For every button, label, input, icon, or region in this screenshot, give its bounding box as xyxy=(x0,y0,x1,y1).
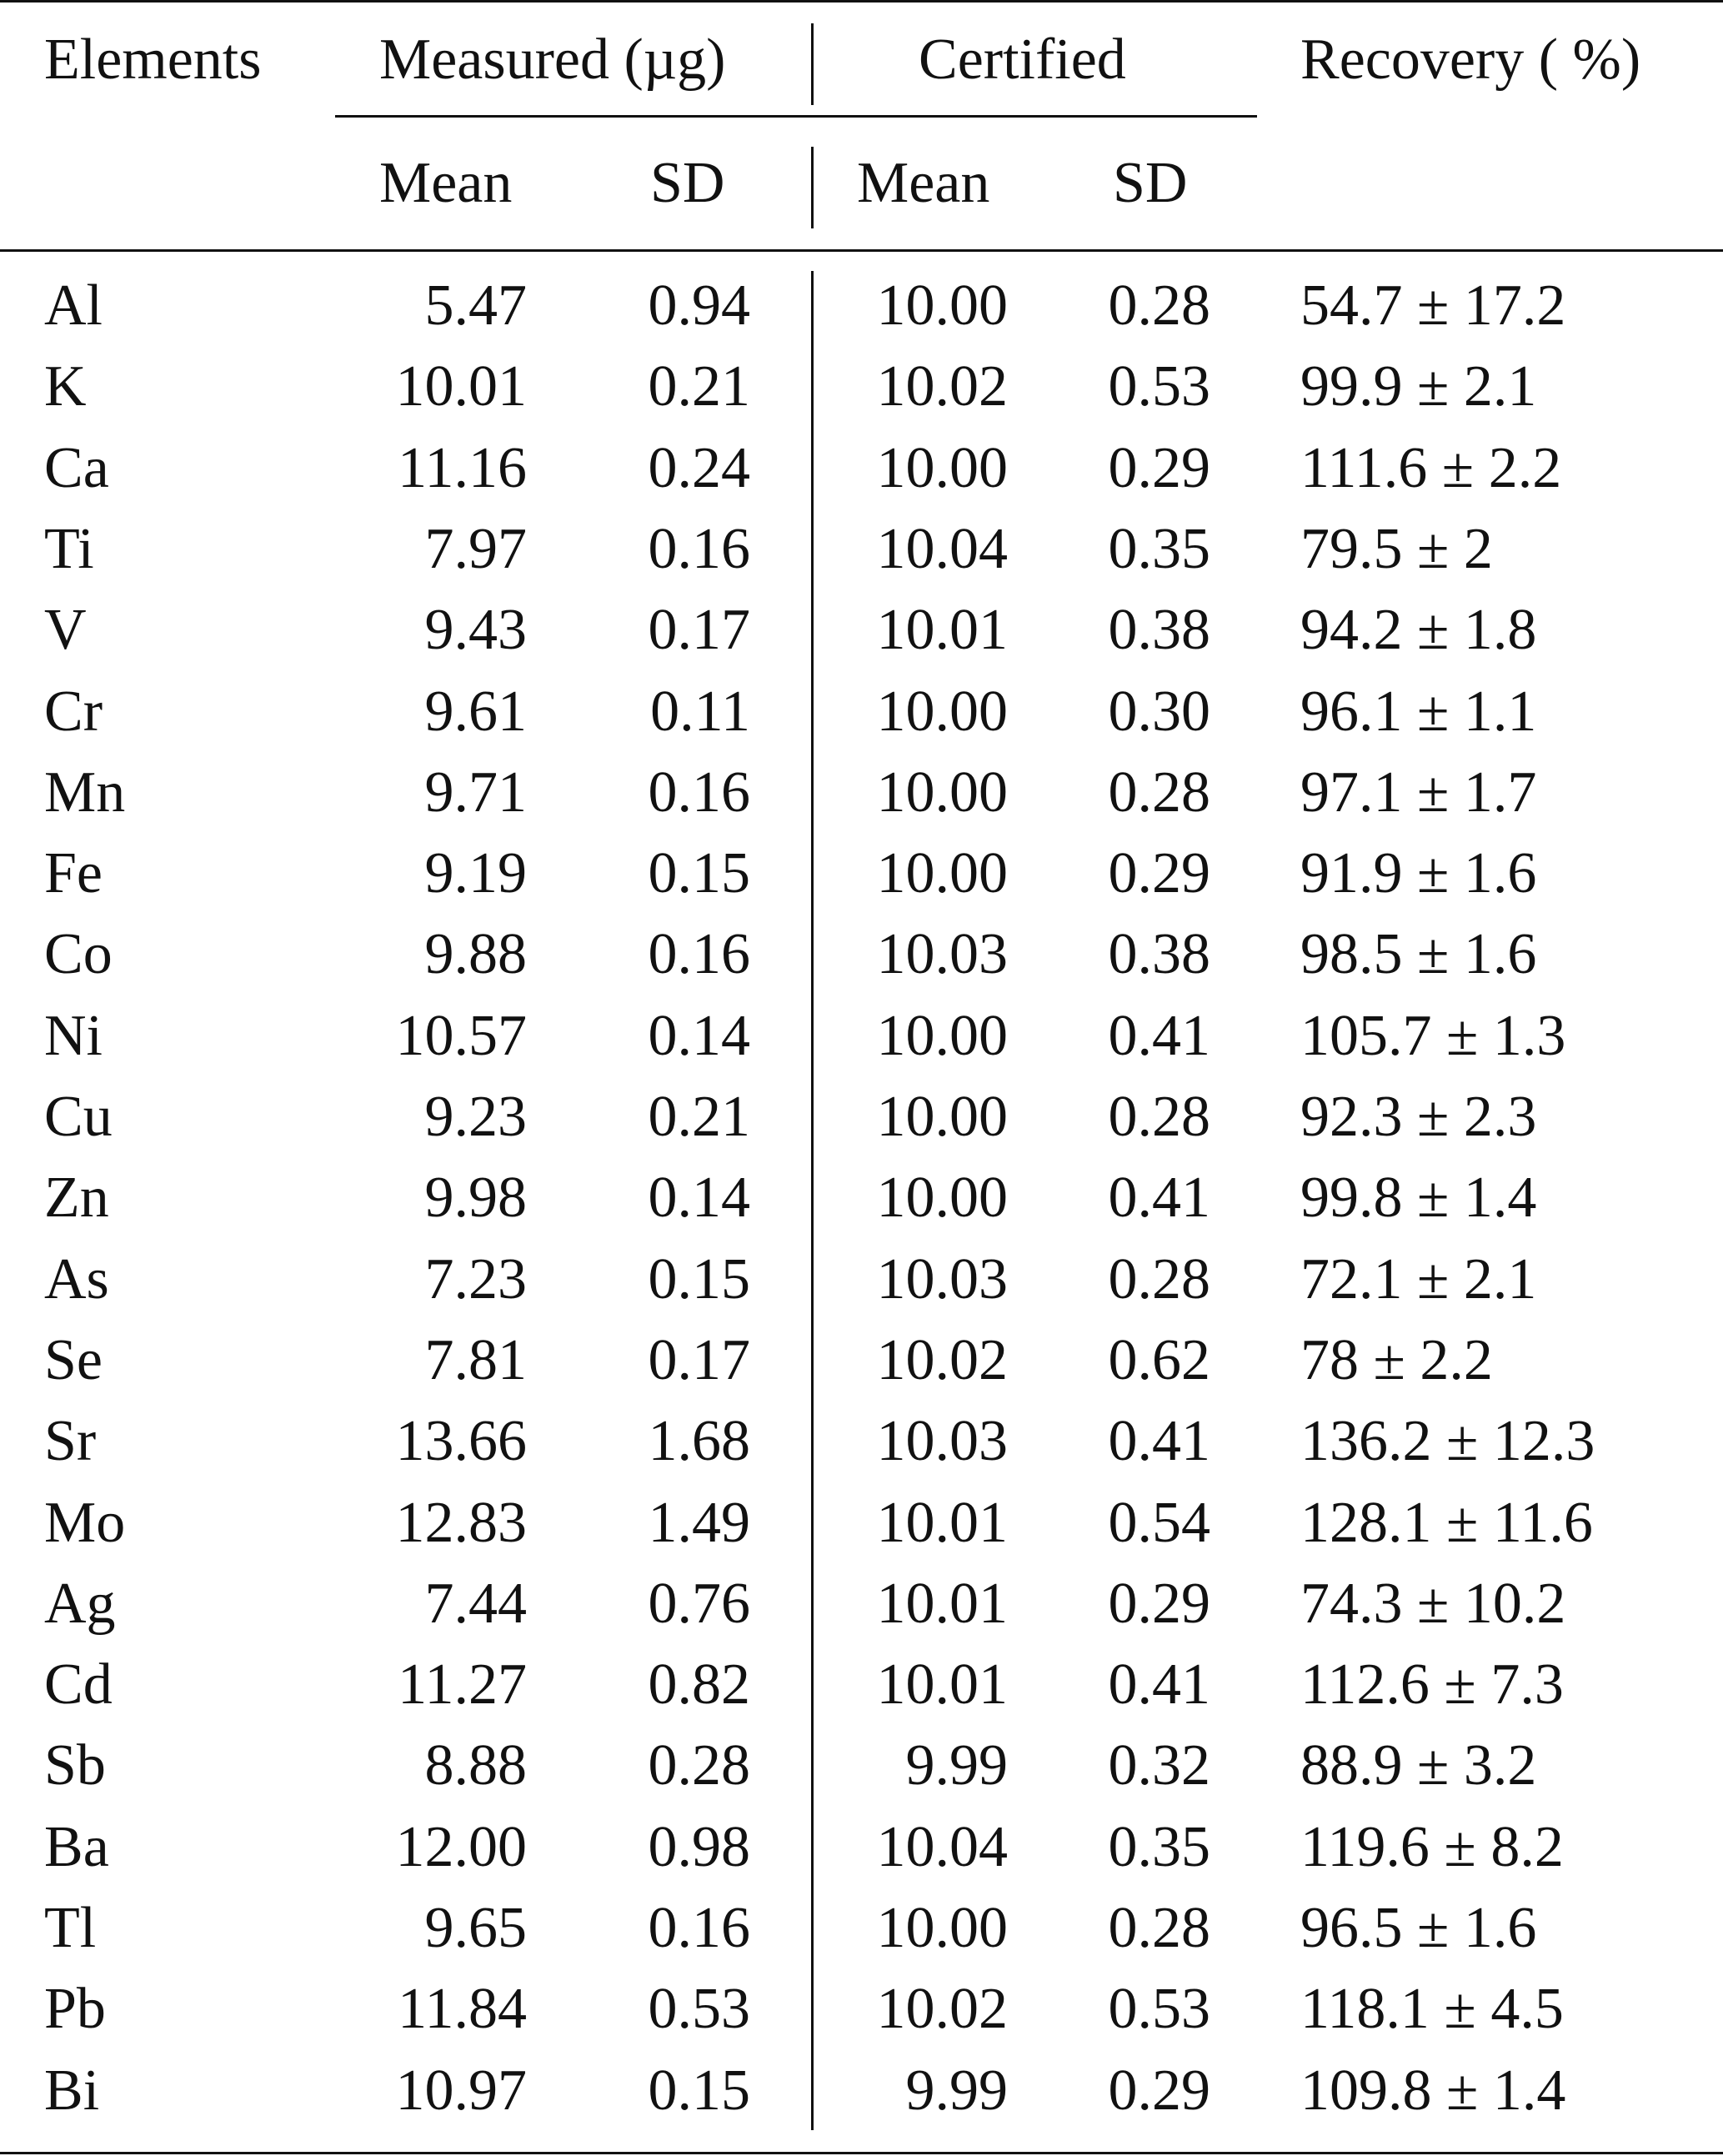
certified-mean-cell: 10.01 xyxy=(876,1652,1008,1717)
measured-mean-cell: 9.98 xyxy=(424,1166,527,1231)
measured-mean-cell: 7.44 xyxy=(424,1571,527,1636)
table-row xyxy=(0,598,1723,682)
recovery-cell: 54.7 ± 17.2 xyxy=(1300,273,1566,338)
measured-sd-cell: 0.17 xyxy=(648,598,750,663)
recovery-cell: 112.6 ± 7.3 xyxy=(1300,1652,1564,1717)
element-cell: As xyxy=(44,1246,109,1311)
recovery-cell: 119.6 ± 8.2 xyxy=(1300,1814,1564,1879)
certified-mean-cell: 10.03 xyxy=(876,1409,1008,1474)
element-cell: Sr xyxy=(44,1409,97,1474)
element-cell: Bi xyxy=(44,2058,100,2123)
certified-mean-cell: 10.04 xyxy=(876,516,1008,581)
measured-mean-cell: 9.71 xyxy=(424,760,527,825)
element-cell: Ca xyxy=(44,435,109,500)
recovery-cell: 94.2 ± 1.8 xyxy=(1300,598,1537,663)
measured-sd-cell: 0.15 xyxy=(648,1246,750,1311)
recovery-cell: 96.1 ± 1.1 xyxy=(1300,679,1537,744)
table-row xyxy=(0,1490,1723,1575)
measured-mean-cell: 13.66 xyxy=(395,1409,527,1474)
element-cell: Fe xyxy=(44,841,103,906)
measured-sd-cell: 0.14 xyxy=(648,1166,750,1231)
certified-mean-cell: 10.00 xyxy=(876,435,1008,500)
element-cell: Ba xyxy=(44,1814,109,1879)
recovery-cell: 109.8 ± 1.4 xyxy=(1300,2058,1566,2123)
element-cell: Sb xyxy=(44,1733,106,1798)
group-rule xyxy=(335,115,1257,118)
subheader-divider xyxy=(811,147,814,228)
measured-sd-cell: 0.15 xyxy=(648,841,750,906)
certified-sd-cell: 0.28 xyxy=(1108,1896,1210,1960)
table-row xyxy=(0,354,1723,439)
certified-sd-cell: 0.28 xyxy=(1108,760,1210,825)
certified-sd-cell: 0.62 xyxy=(1108,1327,1210,1392)
element-cell: Cd xyxy=(44,1652,113,1717)
table-row xyxy=(0,2058,1723,2143)
recovery-cell: 105.7 ± 1.3 xyxy=(1300,1003,1566,1068)
certified-sd-cell: 0.41 xyxy=(1108,1166,1210,1231)
measured-sd-cell: 0.16 xyxy=(648,516,750,581)
certified-mean-cell: 10.02 xyxy=(876,354,1008,419)
certified-sd-cell: 0.38 xyxy=(1108,598,1210,663)
certified-sd-cell: 0.35 xyxy=(1108,1814,1210,1879)
measured-mean-cell: 5.47 xyxy=(424,273,527,338)
certified-mean-cell: 10.00 xyxy=(876,1166,1008,1231)
measured-mean-cell: 10.57 xyxy=(395,1003,527,1068)
subheader-certified-sd: SD xyxy=(1113,151,1188,215)
certified-sd-cell: 0.53 xyxy=(1108,1977,1210,2042)
measured-mean-cell: 10.01 xyxy=(395,354,527,419)
certified-sd-cell: 0.28 xyxy=(1108,1085,1210,1149)
certified-mean-cell: 10.00 xyxy=(876,1003,1008,1068)
certified-sd-cell: 0.38 xyxy=(1108,922,1210,987)
measured-sd-cell: 0.21 xyxy=(648,354,750,419)
table-row xyxy=(0,760,1723,845)
certified-sd-cell: 0.30 xyxy=(1108,679,1210,744)
recovery-cell: 78 ± 2.2 xyxy=(1300,1327,1493,1392)
recovery-cell: 79.5 ± 2 xyxy=(1300,516,1493,581)
recovery-cell: 88.9 ± 3.2 xyxy=(1300,1733,1537,1798)
recovery-cell: 98.5 ± 1.6 xyxy=(1300,922,1537,987)
certified-sd-cell: 0.41 xyxy=(1108,1409,1210,1474)
table-row xyxy=(0,1246,1723,1331)
table-row xyxy=(0,1896,1723,1980)
table-row xyxy=(0,1571,1723,1656)
recovery-cell: 72.1 ± 2.1 xyxy=(1300,1246,1537,1311)
recovery-cell: 118.1 ± 4.5 xyxy=(1300,1977,1564,2042)
measured-sd-cell: 0.14 xyxy=(648,1003,750,1068)
measured-mean-cell: 11.84 xyxy=(398,1977,527,2042)
certified-mean-cell: 10.01 xyxy=(876,1490,1008,1555)
measured-mean-cell: 7.97 xyxy=(424,516,527,581)
measured-mean-cell: 9.65 xyxy=(424,1896,527,1960)
measured-mean-cell: 10.97 xyxy=(395,2058,527,2123)
certified-sd-cell: 0.41 xyxy=(1108,1652,1210,1717)
certified-mean-cell: 10.00 xyxy=(876,760,1008,825)
bottom-rule xyxy=(0,2152,1723,2154)
measured-sd-cell: 0.76 xyxy=(648,1571,750,1636)
certified-sd-cell: 0.29 xyxy=(1108,2058,1210,2123)
element-cell: Co xyxy=(44,922,113,987)
subheader-measured-sd: SD xyxy=(650,151,725,215)
measured-mean-cell: 9.19 xyxy=(424,841,527,906)
measured-sd-cell: 0.11 xyxy=(650,679,750,744)
measured-mean-cell: 7.23 xyxy=(424,1246,527,1311)
header-measured: Measured (µg) xyxy=(379,28,726,92)
measured-sd-cell: 0.16 xyxy=(648,922,750,987)
measured-mean-cell: 9.43 xyxy=(424,598,527,663)
recovery-cell: 96.5 ± 1.6 xyxy=(1300,1896,1537,1960)
element-cell: Mn xyxy=(44,760,126,825)
certified-sd-cell: 0.41 xyxy=(1108,1003,1210,1068)
measured-sd-cell: 1.68 xyxy=(648,1409,750,1474)
measured-mean-cell: 11.16 xyxy=(398,435,527,500)
table-row xyxy=(0,273,1723,358)
top-rule xyxy=(0,0,1723,3)
table-row xyxy=(0,1409,1723,1493)
measured-sd-cell: 0.28 xyxy=(648,1733,750,1798)
element-cell: Pb xyxy=(44,1977,106,2042)
recovery-cell: 111.6 ± 2.2 xyxy=(1300,435,1562,500)
measured-mean-cell: 9.88 xyxy=(424,922,527,987)
measured-sd-cell: 1.49 xyxy=(648,1490,750,1555)
header-recovery: Recovery ( %) xyxy=(1300,28,1641,92)
table-row xyxy=(0,1166,1723,1250)
certified-mean-cell: 9.99 xyxy=(905,1733,1008,1798)
certified-mean-cell: 10.00 xyxy=(876,841,1008,906)
table-row xyxy=(0,1003,1723,1088)
certified-sd-cell: 0.35 xyxy=(1108,516,1210,581)
measured-mean-cell: 11.27 xyxy=(398,1652,527,1717)
element-cell: Mo xyxy=(44,1490,126,1555)
table-row xyxy=(0,1814,1723,1899)
recovery-cell: 74.3 ± 10.2 xyxy=(1300,1571,1566,1636)
element-cell: V xyxy=(44,598,87,663)
element-cell: Cu xyxy=(44,1085,113,1149)
element-cell: Se xyxy=(44,1327,103,1392)
table-row xyxy=(0,922,1723,1006)
certified-mean-cell: 10.00 xyxy=(876,273,1008,338)
table-row xyxy=(0,679,1723,764)
certified-mean-cell: 10.00 xyxy=(876,1896,1008,1960)
subheader-certified-mean: Mean xyxy=(857,151,990,215)
certified-sd-cell: 0.28 xyxy=(1108,273,1210,338)
certified-sd-cell: 0.54 xyxy=(1108,1490,1210,1555)
certified-mean-cell: 10.03 xyxy=(876,1246,1008,1311)
certified-mean-cell: 9.99 xyxy=(905,2058,1008,2123)
element-cell: Al xyxy=(44,273,103,338)
measured-mean-cell: 7.81 xyxy=(424,1327,527,1392)
element-cell: Ni xyxy=(44,1003,103,1068)
measured-sd-cell: 0.15 xyxy=(648,2058,750,2123)
element-cell: K xyxy=(44,354,87,419)
certified-mean-cell: 10.01 xyxy=(876,598,1008,663)
recovery-cell: 99.9 ± 2.1 xyxy=(1300,354,1537,419)
certified-sd-cell: 0.29 xyxy=(1108,841,1210,906)
certified-mean-cell: 10.00 xyxy=(876,1085,1008,1149)
measured-mean-cell: 9.61 xyxy=(424,679,527,744)
certified-sd-cell: 0.53 xyxy=(1108,354,1210,419)
header-elements: Elements xyxy=(44,28,262,92)
measured-sd-cell: 0.16 xyxy=(648,1896,750,1960)
measured-sd-cell: 0.94 xyxy=(648,273,750,338)
measured-sd-cell: 0.24 xyxy=(648,435,750,500)
header-bottom-rule xyxy=(0,249,1723,252)
recovery-cell: 136.2 ± 12.3 xyxy=(1300,1409,1595,1474)
subheader-measured-mean: Mean xyxy=(379,151,513,215)
table-row xyxy=(0,841,1723,925)
header-certified: Certified xyxy=(919,28,1126,92)
measured-mean-cell: 12.00 xyxy=(395,1814,527,1879)
measured-mean-cell: 8.88 xyxy=(424,1733,527,1798)
recovery-cell: 92.3 ± 2.3 xyxy=(1300,1085,1537,1149)
table-row xyxy=(0,1733,1723,1818)
certified-sd-cell: 0.29 xyxy=(1108,435,1210,500)
measured-mean-cell: 9.23 xyxy=(424,1085,527,1149)
certified-sd-cell: 0.29 xyxy=(1108,1571,1210,1636)
measured-mean-cell: 12.83 xyxy=(395,1490,527,1555)
certified-sd-cell: 0.28 xyxy=(1108,1246,1210,1311)
element-cell: Cr xyxy=(44,679,103,744)
table-row xyxy=(0,516,1723,601)
certified-mean-cell: 10.00 xyxy=(876,679,1008,744)
recovery-cell: 128.1 ± 11.6 xyxy=(1300,1490,1593,1555)
header-divider xyxy=(811,23,814,105)
table-row xyxy=(0,1327,1723,1412)
certified-mean-cell: 10.04 xyxy=(876,1814,1008,1879)
table-row xyxy=(0,1977,1723,2061)
element-cell: Zn xyxy=(44,1166,109,1231)
measured-sd-cell: 0.21 xyxy=(648,1085,750,1149)
certified-mean-cell: 10.01 xyxy=(876,1571,1008,1636)
recovery-cell: 99.8 ± 1.4 xyxy=(1300,1166,1537,1231)
table-row xyxy=(0,435,1723,520)
certified-sd-cell: 0.32 xyxy=(1108,1733,1210,1798)
certified-mean-cell: 10.02 xyxy=(876,1327,1008,1392)
certified-mean-cell: 10.02 xyxy=(876,1977,1008,2042)
measured-sd-cell: 0.17 xyxy=(648,1327,750,1392)
measured-sd-cell: 0.53 xyxy=(648,1977,750,2042)
element-cell: Ti xyxy=(44,516,94,581)
element-cell: Tl xyxy=(44,1896,97,1960)
measured-sd-cell: 0.98 xyxy=(648,1814,750,1879)
element-cell: Ag xyxy=(44,1571,116,1636)
measured-sd-cell: 0.82 xyxy=(648,1652,750,1717)
recovery-cell: 91.9 ± 1.6 xyxy=(1300,841,1537,906)
measured-sd-cell: 0.16 xyxy=(648,760,750,825)
table-row xyxy=(0,1652,1723,1737)
recovery-cell: 97.1 ± 1.7 xyxy=(1300,760,1537,825)
certified-mean-cell: 10.03 xyxy=(876,922,1008,987)
table-row xyxy=(0,1085,1723,1169)
